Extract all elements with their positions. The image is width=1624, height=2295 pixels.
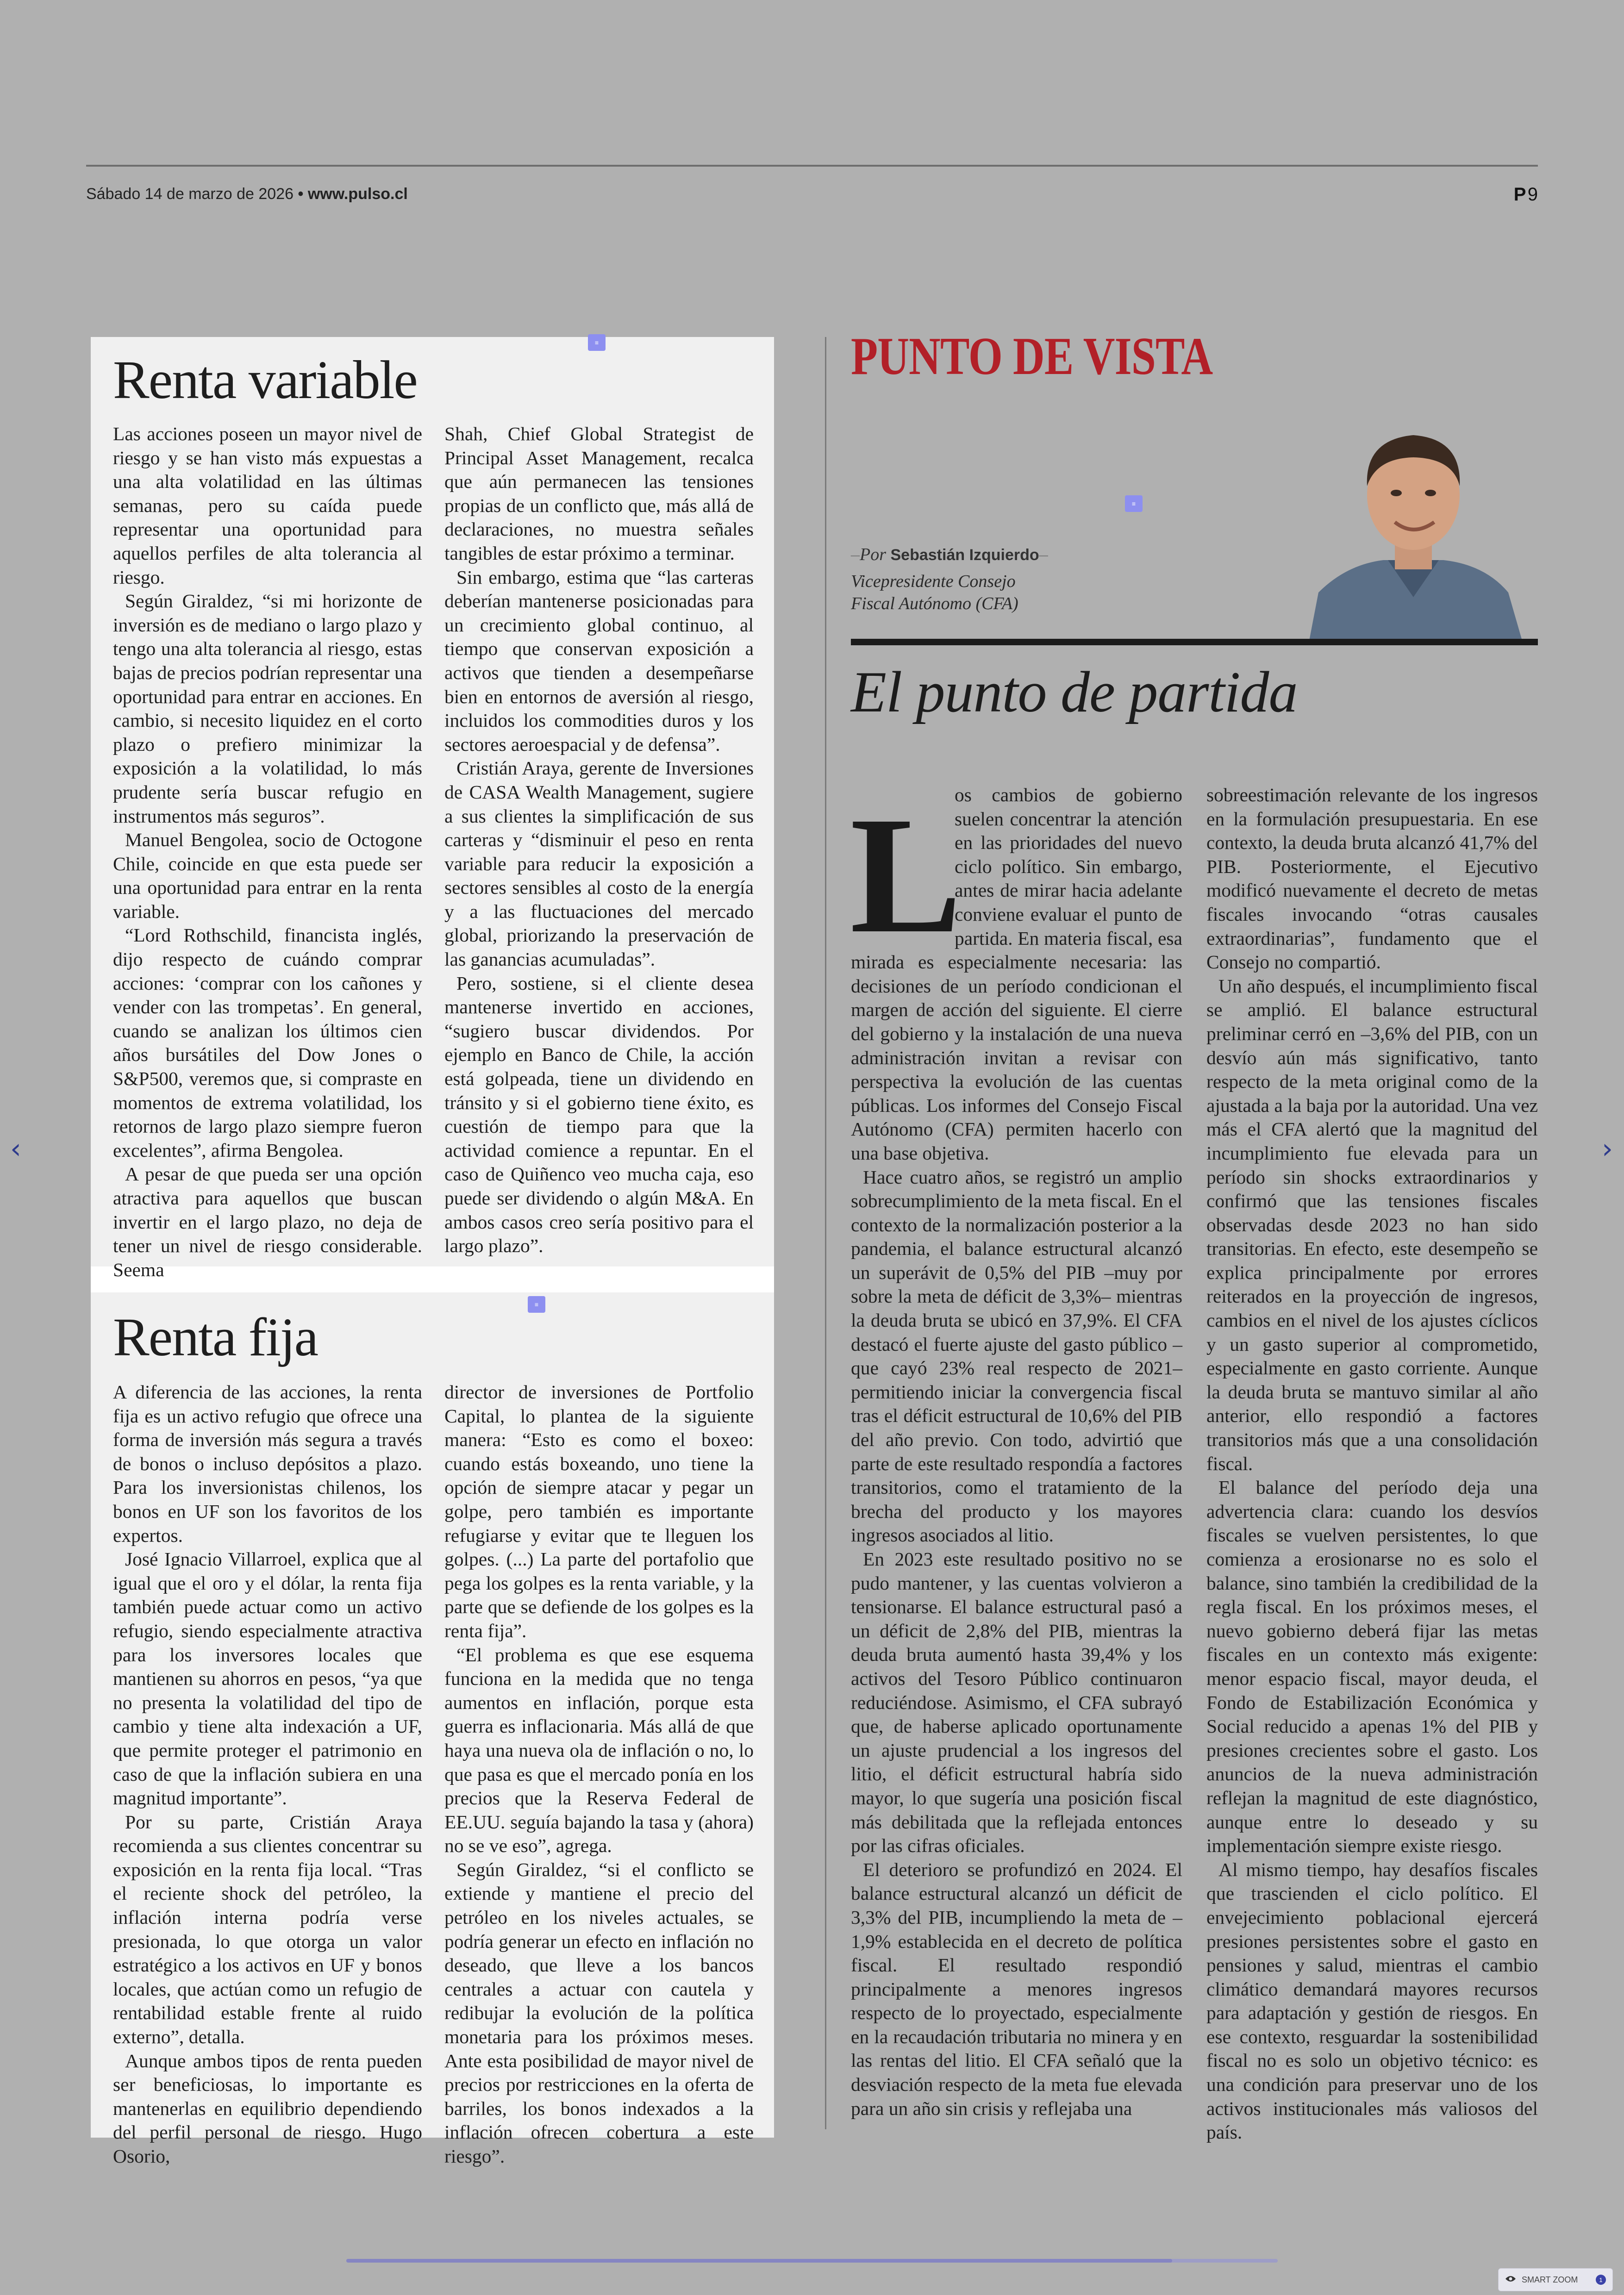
paragraph: Manuel Bengolea, socio de Octogone Chile, coincide en que esta puede ser una oportunidad para entrar en la renta variable. [113,829,422,922]
paragraph: sobreestimación relevante de los ingresos en la formulación presupuestaria. En ese contexto, la deuda bruta alcanzó 41,7% del PIB. Posteriormente, el Ejecutivo modificó nuevamente el decreto de metas fiscales invocando “otras causales extraordinarias”, fundamento que el Consejo no compartió. [1206,784,1538,973]
eye-icon [1505,2275,1516,2285]
author-role-line: Fiscal Autónomo (CFA) [851,594,1018,613]
renta-fija-column-2 [444,1380,754,2169]
renta-fija-title: Renta fija [113,1307,318,1367]
paragraph: Al mismo tiempo, hay desafíos fiscales que trascienden el ciclo político. El envejecimiento poblacional ejercerá presiones persistentes sobre el gasto en pensiones y salud, mientras el cambio climático demandará mayores recursos para adaptación y gestión de riesgos. En ese contexto, resguardar la sostenibilidad fiscal no es solo un objetivo técnico: es una condición para preservar uno de los activos institucionales más valiosos del país. [1206,1858,1538,2143]
renta-variable-title: Renta variable [113,349,417,410]
byline-prefix: Por [860,545,886,564]
drop-cap: L [850,782,962,968]
paragraph: A pesar de que pueda ser una opción atractiva para aquellos que buscan invertir en el largo plazo, no deja de tener un nivel de riesgo considerable. Seema [113,1163,422,1280]
article-marker-icon[interactable]: ≡ [1125,495,1143,512]
author-name: Sebastián Izquierdo [890,546,1039,564]
paragraph: Las acciones poseen un mayor nivel de riesgo y se han visto más expuestas a una alta volatilidad en las últimas semanas, pero su caída puede representar una oportunidad para aquellos perfiles de alta tolerancia al riesgo. [113,423,422,588]
article-headline: El punto de partida [851,660,1298,724]
paragraph: “El problema es que ese esquema funciona en la medida que no tenga aumentos en inflación, porque esta guerra es inflacionaria. Más allá de que haya una nueva ola de inflación o no, lo que pasa es que el mercado ponía en los precios que la Reserva Federal de EE.UU. seguía bajando la tasa y (ahora) no se ve eso”, agrega. [444,1644,754,1857]
paragraph: A diferencia de las acciones, la renta fija es un activo refugio que ofrece una forma de inversión más segura a través de bonos o incluso depósitos a plazo. Para los inversionistas chilenos, los bonos en UF son los favoritos de los expertos. [113,1381,422,1546]
punto-de-vista-column-1 [851,783,1182,2120]
page-scrollbar-thumb[interactable] [346,2259,1172,2263]
dropcap-spacer [851,783,955,929]
paragraph: Shah, Chief Global Strategist de Principal Asset Management, recalca que aún permanecen las tensiones propias de un conflicto que, más allá de declaraciones, no muestra señales tangibles de estar próximo a terminar. [444,423,754,564]
page-number [1500,184,1538,205]
paragraph: Un año después, el incumplimiento fiscal se amplió. El balance estructural preliminar cerró en –3,6% del PIB, con un desvío aún más significativo, tanto respecto de la meta original como de la ajustada a la baja por la autoridad. Una vez más el CFA alertó que la magnitud del incumplimiento fue elevada para un período sin shocks extraordinarios y confirmó que las tensiones fiscales observadas desde 2023 no han sido transitorias. En efecto, este desempeño se explica principalmente por errores reiterados en la proyección de ingresos, cambios en el nivel de los ajustes cíclicos y un gasto superior al comprometido, especialmente en gasto corriente. Aunque la deuda bruta se mantuvo similar al año anterior, ello respondió a factores transitorios más que a una consolidación fiscal. [1206,975,1538,1474]
paragraph: En 2023 este resultado positivo no se pudo mantener, y las cuentas volvieron a tensionarse. El balance estructural pasó a un déficit de 2,8% del PIB, mientras la deuda bruta aumentó hasta 39,4% y los activos del Tesoro Público continuaron reduciéndose. Asimismo, el CFA subrayó que, de haberse aplicado oportunamente un ajuste prudencial a los ingresos del litio, el déficit estructural habría sido mayor, lo que sugería una posición fiscal más debilitada que la reflejada entonces por las cifras oficiales. [851,1548,1182,1857]
paragraph: José Ignacio Villarroel, explica que al igual que el oro y el dólar, la renta fija también puede actuar como un activo refugio, siendo especialmente atractiva para los inversores locales que mantienen su ahorros en pesos, “ya que no presenta la volatilidad del tipo de cambio y tiene alta indexación a UF, que permite proteger el patrimonio en caso de que la inflación subiera en una magnitud importante”. [113,1548,422,1809]
renta-variable-column-2 [444,422,754,1258]
paragraph: El balance del período deja una advertencia clara: cuando los desvíos fiscales se vuelven persistentes, lo que comienza a erosionarse no es solo el balance, sino también la credibilidad de la regla fiscal. En los próximos meses, el nuevo gobierno deberá fijar las metas fiscales en un contexto más exigente: menor espacio fiscal, mayor deuda, el Fondo de Estabilización Económica y Social reducido a apenas 1% del PIB y presiones crecientes sobre el gasto. Los anuncios de la nueva administración reflejan la magnitud de este diagnóstico, aunque entre lo deseado y su implementación siempre existe riesgo. [1206,1477,1538,1857]
paragraph: Sin embargo, estima que “las carteras deberían mantenerse posicionadas para un crecimiento global continuo, al tiempo que conservan exposición a activos que tienden a desempeñarse bien en entornos de aversión al riesgo, incluidos los commodities duros y los sectores aeroespacial y de defensa”. [444,566,754,755]
site-url: www.pulso.cl [307,185,408,203]
paragraph-text: os cambios de gobierno suelen concentrar la atención en las prioridades del nuevo ciclo político. Sin embargo, antes de mirar hacia adelante conviene evaluar el punto de partida. En materia fiscal, esa mirada es especialmente necesaria: las decisiones de un período condicionan el margen de acción del siguiente. El cierre del gobierno y la instalación de una nueva administración invitan a revisar con perspectiva la evolución de las cuentas públicas. Los informes del Consejo Fiscal Autónomo (CFA) permiten hacerlo con una base objetiva. [851,784,1182,1164]
chevron-right-icon[interactable]: › [1602,1133,1613,1165]
issue-date: Sábado 14 de marzo de 2026 [86,185,294,203]
paragraph: director de inversiones de Portfolio Capital, lo plantea de la siguiente manera: “Esto es como el boxeo: cuando estás boxeando, uno tiene la opción de siempre atacar y pegar un golpe, pero también es importante refugiarse y evitar que te lleguen los golpes. (...) La parte del portafolio que pega los golpes es la renta variable, y la parte que se defiende de los golpes es la renta fija”. [444,1381,754,1641]
paragraph: “Lord Rothschild, financista inglés, dijo respecto de cuándo comprar acciones: ‘comprar con los cañones y vender con las trompetas’. En general, cuando se analizan los últimos cien años bursátiles del Dow Jones o S&P500, veremos que, si compraste en momentos de extrema volatilidad, los retornos de largo plazo siempre fueron excelentes”, afirma Bengolea. [113,924,422,1161]
paragraph: Cristián Araya, gerente de Inversiones de CASA Wealth Management, sugiere a sus clientes la simplificación de sus carteras y “disminuir el peso en renta variable para reducir la exposición a sectores sensibles al costo de la energía y a las fluctuaciones del mercado global, priorizando la preservación de las ganancias acumuladas”. [444,757,754,970]
paragraph: Aunque ambos tipos de renta pueden ser beneficiosas, lo importante es mantenerlas en equilibrio dependiendo del perfil personal de riesgo. Hugo Osorio, [113,2050,422,2167]
smart-zoom-button[interactable] [1498,2268,1613,2291]
author-photo [1291,398,1538,641]
paragraph [851,783,1182,1166]
paragraph: Pero, sostiene, si el cliente desea mantenerse invertido en acciones, “sugiero buscar dividendos. Por ejemplo en Banco de Chile, la acción está golpeada, tiene un dividendo en tránsito y si el gobierno tiene éxito, es cuestión de tiempo para que la actividad comience a repuntar. En el caso de Quiñenco veo mucha caja, eso puede ser dividendo o algún M&A. En ambos casos creo sería positivo para el largo plazo”. [444,972,754,1257]
paragraph: El deterioro se profundizó en 2024. El balance estructural alcanzó un déficit de 3,3% del PIB, incumpliendo la meta de –1,9% establecida en el decreto de política fiscal. El resultado respondió principalmente a menores ingresos respecto de lo proyectado, especialmente en la recaudación tributaria no minera y en las rentas del litio. El CFA señaló que la desviación respecto de la meta fue elevada para un año sin crisis y reflejaba una [851,1858,1182,2119]
paragraph: Según Giraldez, “si el conflicto se extiende y mantiene el precio del petróleo en los niveles actuales, se podría generar un efecto en inflación no deseado, que lleve a los bancos centrales a actuar con cautela y redibujar la evolución de la política monetaria para los próximos meses. Ante esta posibilidad de mayor nivel de precios por restricciones en la oferta de barriles, los bonos indexados a la inflación ofrecen cobertura a este riesgo”. [444,1858,754,2167]
author-role-line: Vicepresidente Consejo [851,572,1016,591]
page-number-value: 9 [1527,184,1538,205]
author-role [851,570,1018,615]
author-portrait-icon [1291,398,1538,641]
punto-de-vista-column-2 [1206,783,1538,2145]
smart-zoom-label: SMART ZOOM [1522,2275,1578,2284]
article-marker-icon[interactable]: ≡ [588,334,606,351]
dateline [86,185,408,203]
renta-fija-column-1 [113,1380,422,2169]
dateline-separator: • [294,185,308,203]
paragraph: Por su parte, Cristián Araya recomienda a sus clientes concentrar su exposición en la renta fija local. “Tras el reciente shock del petróleo, la inflación interna podría verse presionada, lo que otorga un valor estratégico a los activos en UF y bonos locales, que actúan como un refugio de rentabilidad estable frente al ruido externo”, detalla. [113,1811,422,2048]
smart-zoom-badge: 1 [1596,2275,1606,2285]
byline: –Por Sebastián Izquierdo– [851,545,1048,564]
page-prefix: P [1513,184,1526,205]
paragraph: Hace cuatro años, se registró un amplio sobrecumplimiento de la meta fiscal. En el contexto de la normalización posterior a la pandemia, el balance estructural alcanzó un superávit de 0,5% del PIB –muy por sobre la meta de déficit de 3,3%– mientras la deuda bruta se ubicó en 37,9%. El CFA destacó el fuerte ajuste del gasto público –que cayó 23% real respecto de 2021– permitiendo iniciar la convergencia fiscal tras el déficit estructural de 10,6% del PIB del año previo. Con todo, advirtió que parte de este resultado respondía a factores transitorios, como el tratamiento de la brecha del producto y los mayores ingresos asociados al litio. [851,1166,1182,1546]
headline-rule [851,639,1538,645]
punto-de-vista-title: PUNTO DE VISTA [851,327,1213,386]
header-rule [86,165,1538,167]
article-marker-icon[interactable]: ≡ [528,1296,545,1313]
chevron-left-icon[interactable]: ‹ [10,1133,21,1165]
renta-variable-column-1 [113,422,422,1282]
paragraph: Según Giraldez, “si mi horizonte de inversión es de mediano o largo plazo y tengo una alta tolerancia al riesgo, estas bajas de precios podrían representar una oportunidad para entrar en acciones. En cambio, si necesito liquidez en el corto plazo o prefiero minimizar la exposición a la volatilidad, lo más prudente sería buscar refugio en instrumentos más seguros”. [113,590,422,827]
column-divider [825,337,826,2129]
